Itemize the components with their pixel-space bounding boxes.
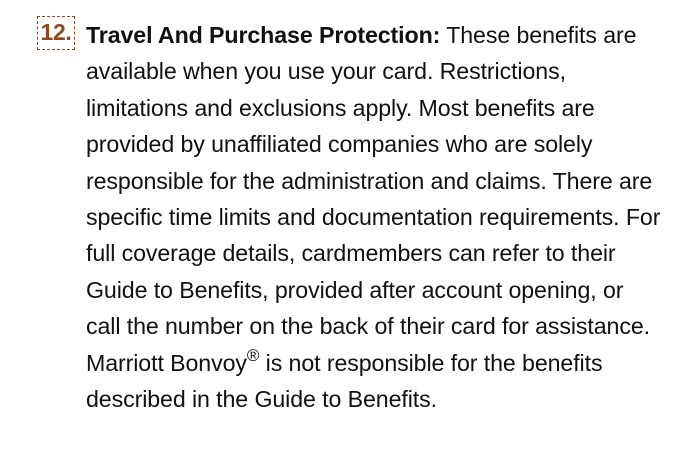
footnote-title: Travel And Purchase Protection: (86, 22, 441, 48)
footnote-number-badge: 12. (37, 16, 75, 50)
footnote-text-part-1: These benefits are available when you use your card. Restrictions, limitations and exclusions apply. Most benefits are provided by unaffiliated companies who are solely responsible for the administration and claims. There are specific time limits and documentation requirements. For full coverage details, cardmembers can refer to their Guide to Benefits, provided after account opening, or call the number on the back of their card for assistance. Marriott Bonvoy (86, 22, 661, 376)
footnote-paragraph (86, 17, 661, 417)
footnote-text-part-2: is not responsible for the benefits described in the Guide to Benefits. (86, 349, 603, 413)
registered-trademark-icon: ® (246, 345, 260, 365)
